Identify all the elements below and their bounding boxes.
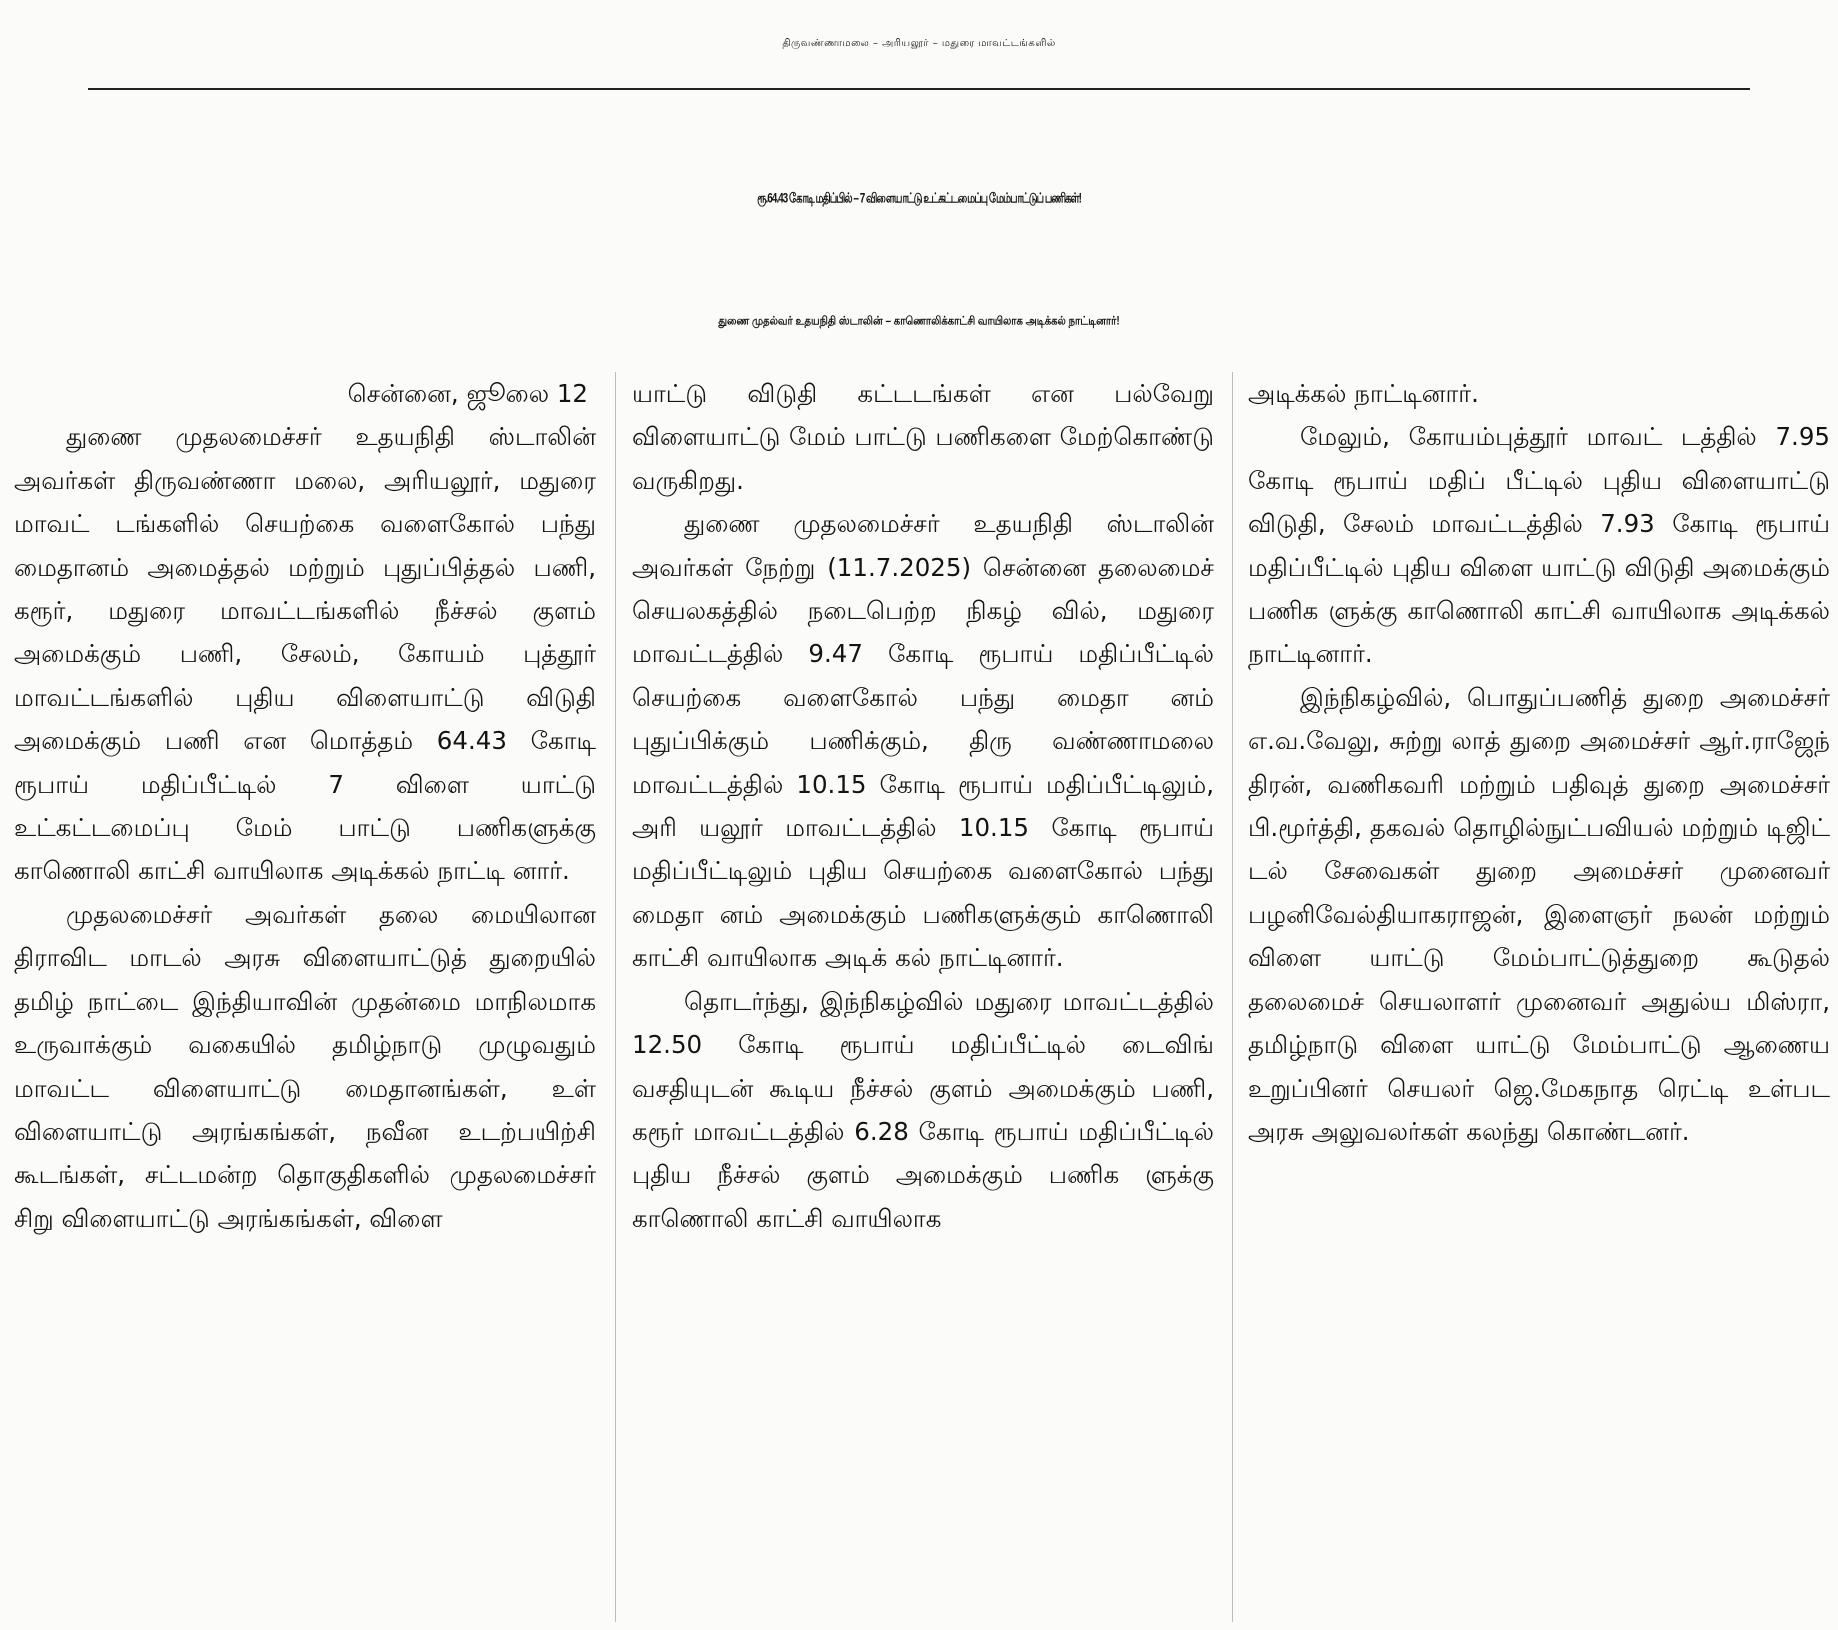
paragraph: அடிக்கல் நாட்டினார். [1248,379,1479,408]
column-divider [1232,372,1233,1622]
paragraph: மேலும், கோயம்புத்தூர் மாவட் டத்தில் 7.95 கோடி ரூபாய் மதிப் பீட்டில் புதிய விளையாட்டு விடுதி, சேலம் மாவட்டத்தில் 7.93 கோடி ரூபாய் மதிப்பீட்டில் புதிய விளை யாட்டு விடுதி அமைக்கும் பணிக ளுக்கு காணொலி காட்சி வாயிலாக அடிக்கல் நாட்டினார். [1248,422,1830,669]
paragraph: துணை முதலமைச்சர் உதயநிதி ஸ்டாலின் அவர்கள் திருவண்ணா மலை, அரியலூர், மதுரை மாவட் டங்களில் செயற்கை வளைகோல் பந்து மைதானம் அமைத்தல் மற்றும் புதுப்பித்தல் பணி, கரூர், மதுரை மாவட்டங்களில் நீச்சல் குளம் அமைக்கும் பணி, சேலம், கோயம் புத்தூர் மாவட்டங்களில் புதிய விளையாட்டு விடுதி அமைக்கும் பணி என மொத்தம் 64.43 கோடி ரூபாய் மதிப்பீட்டில் 7 விளை யாட்டு உட்கட்டமைப்பு மேம் பாட்டு பணிகளுக்கு காணொலி காட்சி வாயிலாக அடிக்கல் நாட்டி னார். [14,422,596,886]
column-1 [14,372,596,1622]
kicker-headline: திருவண்ணாமலை – அரியலூர் – மதுரை மாவட்டங்களில் [782,38,1056,49]
paragraph: முதலமைச்சர் அவர்கள் தலை மையிலான திராவிட மாடல் அரசு விளையாட்டுத் துறையில் தமிழ் நாட்டை இந்தியாவின் முதன்மை மாநிலமாக உருவாக்கும் வகையில் தமிழ்நாடு முழுவதும் மாவட்ட விளையாட்டு மைதானங்கள், உள் விளையாட்டு அரங்கங்கள், நவீன உடற்பயிற்சி கூடங்கள், சட்டமன்ற தொகுதிகளில் முதலமைச்சர் சிறு விளையாட்டு அரங்கங்கள், விளை [14,899,596,1233]
paragraph: யாட்டு விடுதி கட்டடங்கள் என பல்வேறு விளையாட்டு மேம் பாட்டு பணிகளை மேற்கொண்டு வருகிறது. [632,379,1214,495]
paragraph: துணை முதலமைச்சர் உதயநிதி ஸ்டாலின் அவர்கள் நேற்று (11.7.2025) சென்னை தலைமைச் செயலகத்தில் நடைபெற்ற நிகழ் வில், மதுரை மாவட்டத்தில் 9.47 கோடி ரூபாய் மதிப்பீட்டில் செயற்கை வளைகோல் பந்து மைதா னம் புதுப்பிக்கும் பணிக்கும், திரு வண்ணாமலை மாவட்டத்தில் 10.15 கோடி ரூபாய் மதிப்பீட்டிலும், அரி யலூர் மாவட்டத்தில் 10.15 கோடி ரூபாய் மதிப்பீட்டிலும் புதிய செயற்கை வளைகோல் பந்து மைதா னம் அமைக்கும் பணிகளுக்கும் காணொலி காட்சி வாயிலாக அடிக் கல் நாட்டினார். [632,509,1214,973]
dateline: சென்னை, ஜூலை 12 [347,379,588,408]
kicker-divider [88,88,1750,90]
column-divider [615,372,616,1622]
sub-headline: துணை முதல்வர் உதயநிதி ஸ்டாலின் – காணொலிக்காட்சி வாயிலாக அடிக்கல் நாட்டினார்! [718,315,1120,328]
column-2 [632,372,1214,1622]
article-body [14,372,1830,1622]
column-3 [1248,372,1830,1622]
main-headline: ரூ.64.43 கோடி மதிப்பில் – 7 விளையாட்டு உட்கட்டமைப்பு மேம்பாட்டுப் பணிகள்! [757,191,1081,207]
paragraph: தொடர்ந்து, இந்நிகழ்வில் மதுரை மாவட்டத்தில் 12.50 கோடி ரூபாய் மதிப்பீட்டில் டைவிங் வசதியுடன் கூடிய நீச்சல் குளம் அமைக்கும் பணி, கரூர் மாவட்டத்தில் 6.28 கோடி ரூபாய் மதிப்பீட்டில் புதிய நீச்சல் குளம் அமைக்கும் பணிக ளுக்கு காணொலி காட்சி வாயிலாக [632,986,1214,1233]
paragraph: இந்நிகழ்வில், பொதுப்பணித் துறை அமைச்சர் எ.வ.வேலு, சுற்று லாத் துறை அமைச்சர் ஆர்.ராஜேந் திரன், வணிகவரி மற்றும் பதிவுத் துறை அமைச்சர் பி.மூர்த்தி, தகவல் தொழில்நுட்பவியல் மற்றும் டிஜிட் டல் சேவைகள் துறை அமைச்சர் முனைவர் பழனிவேல்தியாகராஜன், இளைஞர் நலன் மற்றும் விளை யாட்டு மேம்பாட்டுத்துறை கூடுதல் தலைமைச் செயலாளர் முனைவர் அதுல்ய மிஸ்ரா, தமிழ்நாடு விளை யாட்டு மேம்பாட்டு ஆணைய உறுப்பினர் செயலர் ஜெ.மேகநாத ரெட்டி உள்பட அரசு அலுவலர்கள் கலந்து கொண்டனர். [1248,682,1830,1146]
